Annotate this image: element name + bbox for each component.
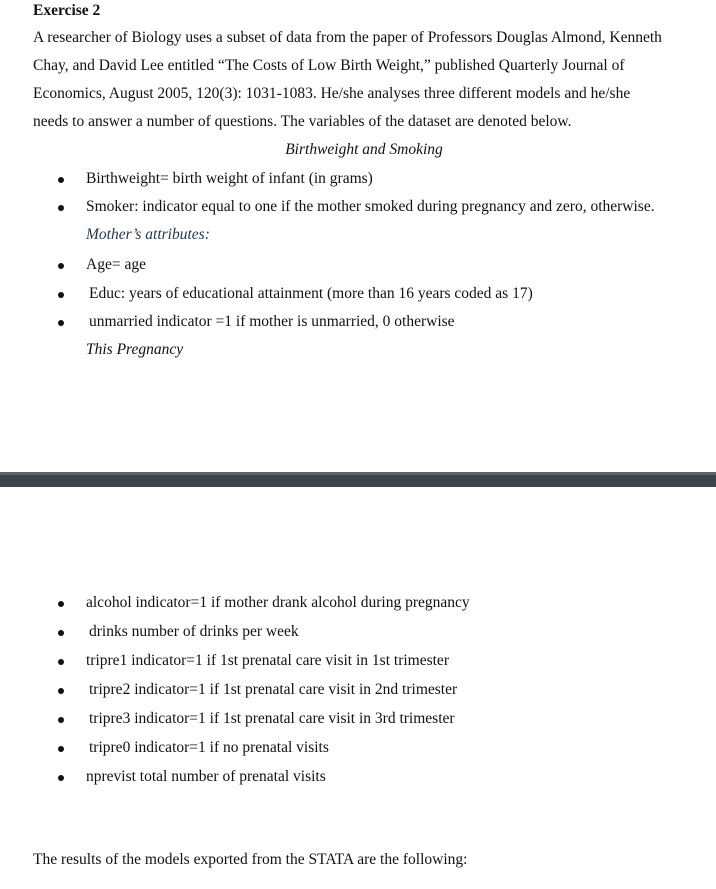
bullet-icon: [58, 659, 64, 665]
bullet-icon: [58, 292, 64, 298]
list-item-unmarried: unmarried indicator =1 if mother is unmarried, 0 otherwise: [89, 313, 455, 330]
bullet-icon: [58, 775, 64, 781]
list-item-nprevist: nprevist total number of prenatal visits: [86, 768, 326, 785]
bullet-icon: [58, 746, 64, 752]
list-item-educ: Educ: years of educational attainment (more than 16 years coded as 17): [89, 285, 533, 302]
intro-line-1: A researcher of Biology uses a subset of data from the paper of Professors Douglas Almond, Kenneth: [33, 29, 662, 46]
intro-line-4: needs to answer a number of questions. The variables of the dataset are denoted below.: [33, 113, 572, 130]
mothers-attributes-heading: Mother’s attributes:: [86, 226, 210, 243]
list-item-tripre0: tripre0 indicator=1 if no prenatal visits: [89, 739, 329, 756]
list-item-tripre3: tripre3 indicator=1 if 1st prenatal care visit in 3rd trimester: [89, 710, 455, 727]
results-line: The results of the models exported from the STATA are the following:: [33, 851, 468, 868]
exercise-title: Exercise 2: [33, 2, 101, 19]
intro-line-2: Chay, and David Lee entitled “The Costs of Low Birth Weight,” published Quarterly Journal of: [33, 57, 625, 74]
list-item-alcohol: alcohol indicator=1 if mother drank alcohol during pregnancy: [86, 594, 470, 611]
bullet-icon: [58, 601, 64, 607]
bullet-icon: [58, 717, 64, 723]
list-item-tripre2: tripre2 indicator=1 if 1st prenatal care visit in 2nd trimester: [89, 681, 458, 698]
page-divider: [0, 472, 716, 487]
bullet-icon: [58, 205, 64, 211]
list-item-birthweight: Birthweight= birth weight of infant (in grams): [86, 170, 373, 187]
bullet-icon: [58, 177, 64, 183]
intro-line-3: Economics, August 2005, 120(3): 1031-1083. He/she analyses three different models and he/she: [33, 85, 631, 102]
bullet-icon: [58, 320, 64, 326]
list-item-tripre1: tripre1 indicator=1 if 1st prenatal care visit in 1st trimester: [86, 652, 449, 669]
section-heading: Birthweight and Smoking: [285, 141, 443, 158]
bullet-icon: [58, 630, 64, 636]
list-item-drinks: drinks number of drinks per week: [89, 623, 299, 640]
bullet-icon: [58, 263, 64, 269]
list-item-smoker: Smoker: indicator equal to one if the mother smoked during pregnancy and zero, otherwise.: [86, 198, 655, 215]
this-pregnancy-heading: This Pregnancy: [86, 341, 184, 358]
list-item-age: Age= age: [86, 256, 146, 273]
bullet-icon: [58, 688, 64, 694]
